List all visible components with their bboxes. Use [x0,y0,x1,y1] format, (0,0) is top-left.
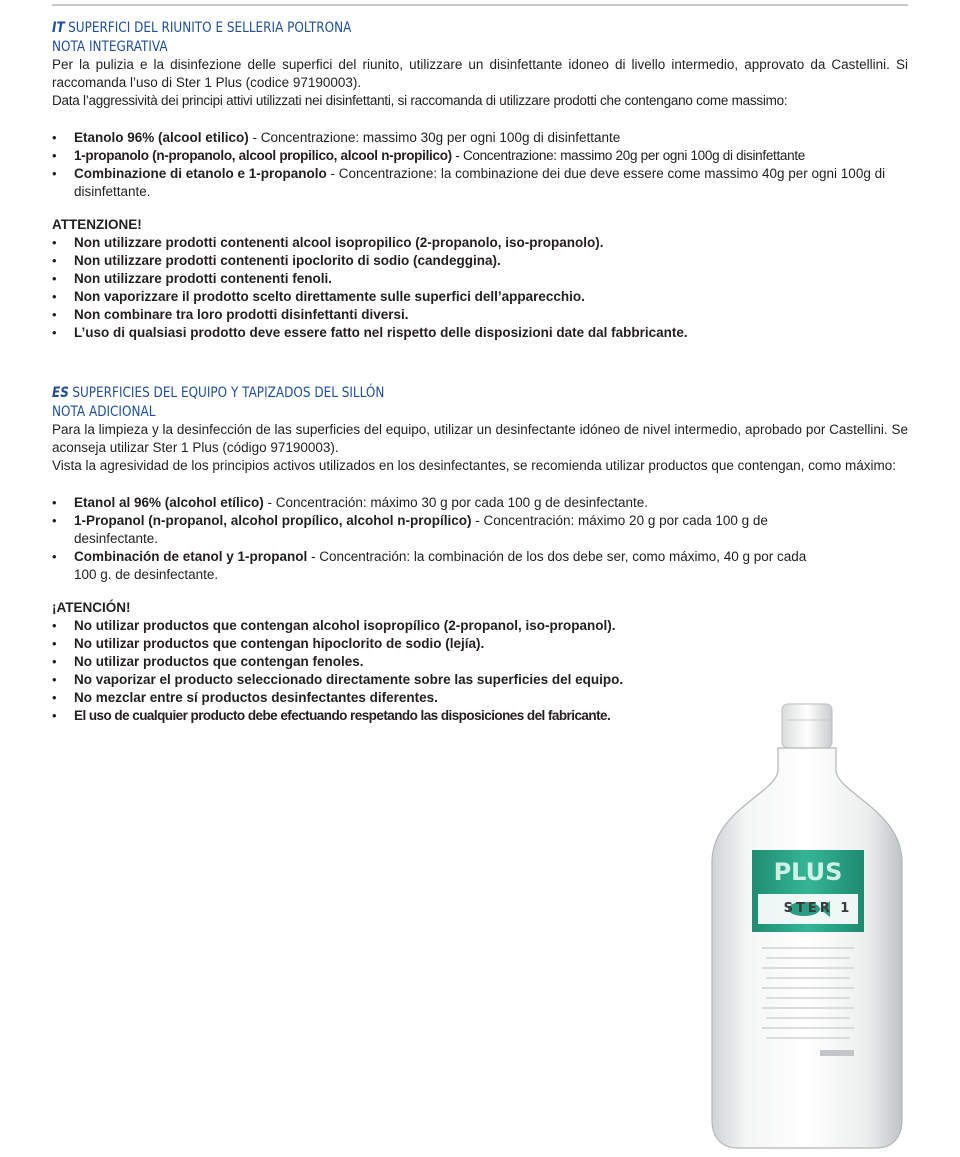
item-detail: - Concentración: máximo 20 g por cada 100 g de desinfectante. [74,513,768,546]
list-item [52,270,908,288]
item-name: Combinación de etanol y 1-propanol [74,549,308,564]
item-detail: - Concentración: la combinación de los dos debe ser, como máximo, 40 g por cada 100 g. de desinfectante. [74,549,807,582]
list-item [52,653,908,671]
warning-text: No utilizar productos que contengan hipoclorito de sodio (lejía). [74,636,485,651]
list-item [52,324,908,342]
section-subheading: NOTA ADICIONAL [52,404,156,420]
list-item [52,252,908,270]
warning-text: Non vaporizzare il prodotto scelto direttamente sulle superfici dell’apparecchio. [74,289,585,304]
list-item [52,147,908,165]
concentration-list [52,494,822,584]
warning-text: No utilizar productos que contengan fenoles. [74,654,364,669]
list-item [52,494,822,512]
list-item [52,288,908,306]
item-detail: - Concentrazione: massimo 30g per ogni 100g di disinfettante [248,130,621,145]
section-heading [52,19,788,38]
list-item [52,548,822,584]
item-detail: - Concentración: máximo 30 g por cada 100 g de desinfectante. [263,495,649,510]
intro-paragraph: Para la limpieza y la desinfección de las superficies del equipo, utilizar un desinfectante idóneo de nivel intermedio, aprobado por Castellini. Se aconseja utilizar Ster 1 Plus (código 97190003). [52,422,908,455]
warning-text: Non utilizzare prodotti contenenti fenoli. [74,271,332,286]
warning-text: Non combinare tra loro prodotti disinfettanti diversi. [74,307,409,322]
item-name: Combinazione di etanolo e 1-propanolo [74,166,327,181]
heading-text: SUPERFICI DEL RIUNITO E SELLERIA POLTRONA [68,20,352,36]
section-heading [52,384,788,403]
item-name: Etanol al 96% (alcohol etílico) [74,495,264,510]
product-bottle-image [686,700,926,1152]
brand-name: STER 1 [783,901,853,916]
section-es [52,384,908,725]
item-name: 1-propanolo (n-propanolo, alcool propilico, alcool n-propilico) [74,148,452,163]
intro-paragraph: Per la pulizia e la disinfezione delle superfici del riunito, utilizzare un disinfettante idoneo di livello intermedio, approvato da Castellini. Si raccomanda l’uso di Ster 1 Plus (codice 97190003). [52,57,908,90]
limits-paragraph: Vista la agresividad de los principios activos utilizados en los desinfectantes, se recomienda utilizar productos que contengan, como máximo: [52,458,896,473]
limits-paragraph: Data l’aggressività dei principi attivi utilizzati nei disinfettanti, si raccomanda di utilizzare prodotti che contengano come massimo: [52,93,788,108]
list-item [52,617,908,635]
warning-text: Non utilizzare prodotti contenenti ipoclorito di sodio (candeggina). [74,253,501,268]
warning-text: No mezclar entre sí productos desinfectantes diferentes. [74,690,438,705]
concentration-list [52,129,908,201]
warning-text: L’uso di qualsiasi prodotto deve essere fatto nel rispetto delle disposizioni date dal fabbricante. [74,325,688,340]
lang-code: IT [52,20,65,36]
item-name: 1-Propanol (n-propanol, alcohol propílico, alcohol n-propílico) [74,513,472,528]
warning-text: No vaporizar el producto seleccionado directamente sobre las superficies del equipo. [74,672,624,687]
list-item [52,165,908,201]
list-item [52,306,908,324]
bottle-illustration [686,700,926,1152]
section-subheading: NOTA INTEGRATIVA [52,39,168,55]
warning-list [52,234,908,342]
list-item [52,234,908,252]
item-detail: - Concentrazione: massimo 20g per ogni 100g di disinfettante [451,148,806,163]
list-item [52,512,822,548]
item-name: Etanolo 96% (alcool etilico) [74,130,249,145]
lang-code: ES [52,385,69,401]
bottle-cap [782,704,832,748]
warning-text: Non utilizzare prodotti contenenti alcool isopropilico (2-propanolo, iso-propanolo). [74,235,604,250]
item-detail: - Concentrazione: la combinazione dei due deve essere come massimo 40g per ogni 100g di disinfettante. [74,166,886,199]
section-it [52,19,908,342]
attention-label: ¡ATENCIÓN! [52,600,131,615]
list-item [52,671,908,689]
list-item [52,635,908,653]
top-divider [52,4,908,6]
attention-label: ATTENZIONE! [52,217,142,232]
warning-text: El uso de cualquier producto debe efectuando respetando las disposiciones del fabricante. [74,708,611,723]
list-item [52,129,908,147]
heading-text: SUPERFICIES DEL EQUIPO Y TAPIZADOS DEL SILLÓN [72,385,385,401]
product-name: PLUS [773,858,843,886]
warning-text: No utilizar productos que contengan alcohol isopropílico (2-propanol, iso-propanol). [74,618,616,633]
